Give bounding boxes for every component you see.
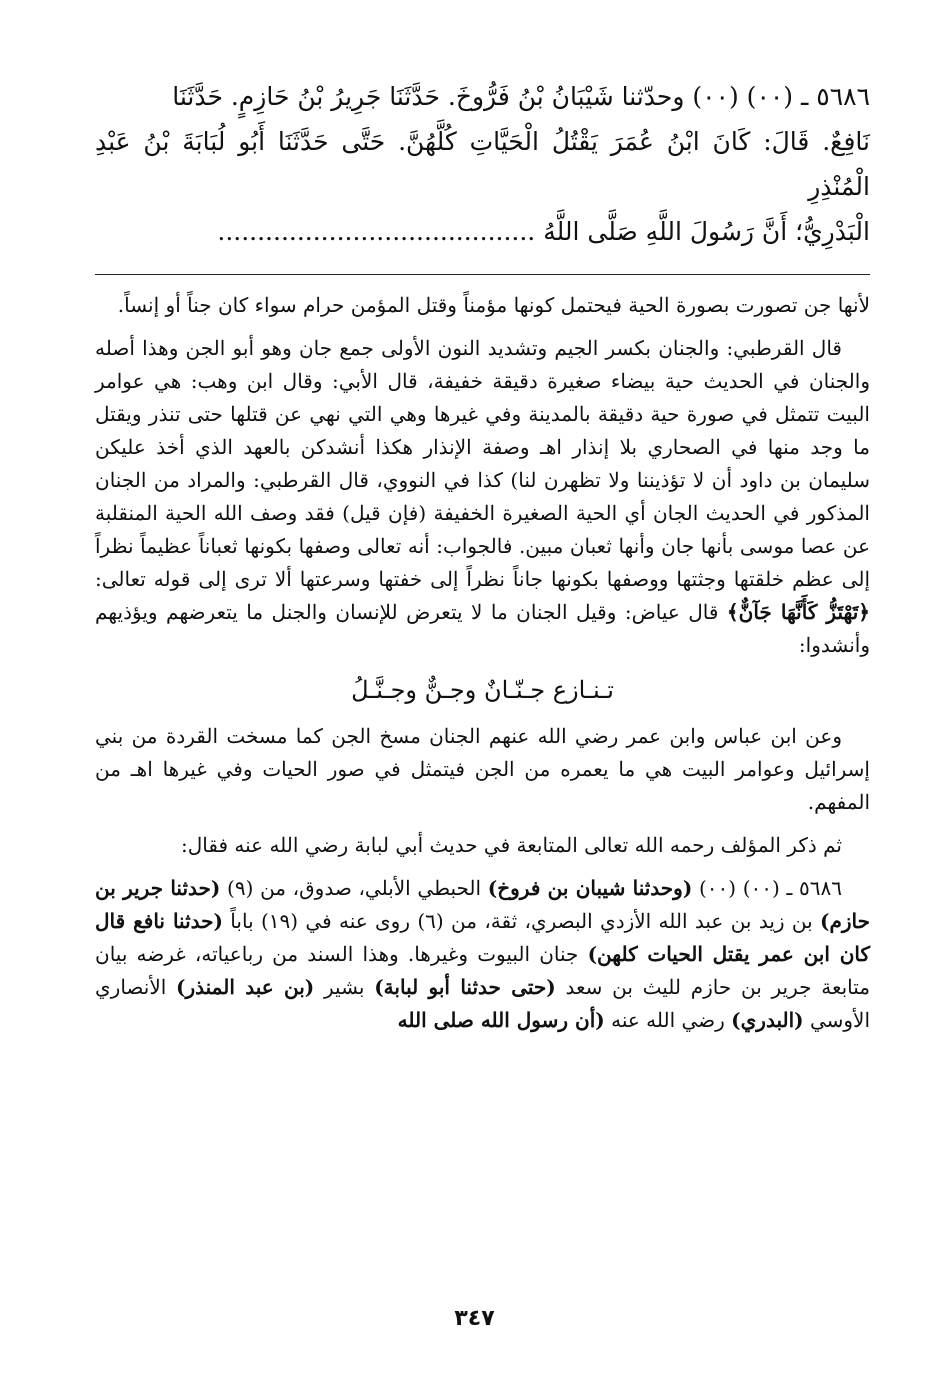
- narration-quote: (بن عبد المنذر): [176, 975, 315, 999]
- narration-quote: (حتى حدثنا أبو لبابة): [374, 975, 556, 999]
- narration-quote: (وحدثنا شيبان بن فروخ): [487, 876, 693, 900]
- page-body: [95, 74, 870, 1037]
- hadith-line: ٥٦٨٦ ـ (٠٠) (٠٠) وحدّثنا شَيْبَانُ بْنُ فَرُّوخَ. حَدَّثَنَا جَرِيرُ بْنُ حَازِمٍ. حَدَّثَنَا: [172, 82, 870, 111]
- paragraph-text: جنان البيوت وغيرها. وهذا السند من رباعياته، غرضه بيان متابعة جرير بن حازم لليث بن سعد: [95, 942, 871, 999]
- commentary-paragraph: لأنها جن تصورت بصورة الحية فيحتمل كونها مؤمناً وقتل المؤمن حرام سواء كان جناً أو إنساً.: [117, 293, 870, 317]
- commentary-paragraph: وعن ابن عباس وابن عمر رضي الله عنهم الجنان مسخ الجن كما مسخت القردة من بني إسرائيل وعوامر البيت هي ما يعمره من الجن فيتمثل في صور الحيات وفي غيرها اهـ من المفهم.: [95, 724, 870, 814]
- paragraph-text: الحبطي الأبلي، صدوق، من (٩): [220, 876, 488, 900]
- paragraph-text: الأنصاري الأوسي: [95, 975, 870, 1032]
- paragraph-text: بن زيد بن عبد الله الأزدي البصري، ثقة، من (٦) روى عنه في (١٩) باباً: [222, 909, 821, 933]
- narration-quote: (البدري): [731, 1008, 804, 1032]
- narration-quote: (حدثنا نافع قال كان ابن عمر يقتل الحيات كلهن): [95, 909, 870, 966]
- hadith-number: ٥٦٨٦ ـ (٠٠) (٠٠): [692, 876, 842, 900]
- hadith-line: [95, 209, 870, 254]
- hadith-line-text: الْبَدْرِيُّ؛ أَنَّ رَسُولَ اللَّهِ صَلَّى اللَّهُ: [543, 217, 870, 246]
- footnote-divider: [95, 274, 870, 275]
- paragraph-text: بشير: [314, 975, 375, 999]
- paragraph-text: رضي الله عنه: [604, 1008, 732, 1032]
- commentary: [95, 289, 870, 1037]
- page-number: ٣٤٧: [454, 1306, 495, 1331]
- narration-quote: (حدثنا جرير بن حازم): [95, 876, 870, 933]
- poetry-verse: تـنـازع جـنّـانٌ وجـنٌّ وجـنَّـلُ: [351, 676, 614, 704]
- quran-quote: ﴿تَهْتَزُّ كَأَنَّهَا جَآنٌّ﴾: [726, 600, 870, 624]
- hadith-line: نَافِعٌ. قَالَ: كَانَ ابْنُ عُمَرَ يَقْتُلُ الْحَيَّاتِ كُلَّهُنَّ. حَتَّى حَدَّثَنَا أَبُو لُبَابَةَ بْنُ عَبْدِ الْمُنْذِرِ: [95, 127, 870, 201]
- paragraph-text: قال عياض: وقيل الجنان ما لا يتعرض للإنسان والجنل ما يتعرضهم ويؤذيهم وأنشدوا:: [95, 600, 870, 657]
- continuation-dots: ........................................: [217, 217, 536, 246]
- commentary-paragraph: ثم ذكر المؤلف رحمه الله تعالى المتابعة في حديث أبي لبابة رضي الله عنه فقال:: [181, 833, 842, 857]
- narration-quote: (أن رسول الله صلى الله: [397, 1008, 605, 1032]
- commentary-paragraph: [95, 872, 870, 1037]
- hadith-text: [95, 74, 870, 254]
- paragraph-text: قال القرطبي: والجنان بكسر الجيم وتشديد النون الأولى جمع جان وهو أبو الجن وهذا أصله والجنان في الحديث حية بيضاء صغيرة دقيقة خفيفة، قال الأبي: وقال ابن وهب: هي عوامر البيت تتمثل في صورة حية دقيقة بالمدينة وفي غيرها وهي التي نهي عن قتلها حتى تنذر ويقتل ما وجد منها في الصحاري بلا إنذار اهـ وصفة الإنذار هكذا أنشدكن بالعهد الذي أخذ عليكن سليمان بن داود أن لا تؤذيننا ولا تظهرن لنا) كذا في النووي، قال القرطبي: والمراد من الجنان المذكور في الحديث الجان أي الحية الصغيرة الخفيفة (فإن قيل) فقد وصف الله الحية المنقلبة عن عصا موسى بأنها جان وأنها ثعبان مبين. فالجواب: أنه تعالى وصفها بكونها ثعباناً عظيماً نظراً إلى عظم خلقتها وجثتها ووصفها بكونها جاناً نظراً إلى خفتها وسرعتها ألا ترى إلى قوله تعالى:: [95, 336, 870, 591]
- commentary-paragraph: [95, 332, 870, 662]
